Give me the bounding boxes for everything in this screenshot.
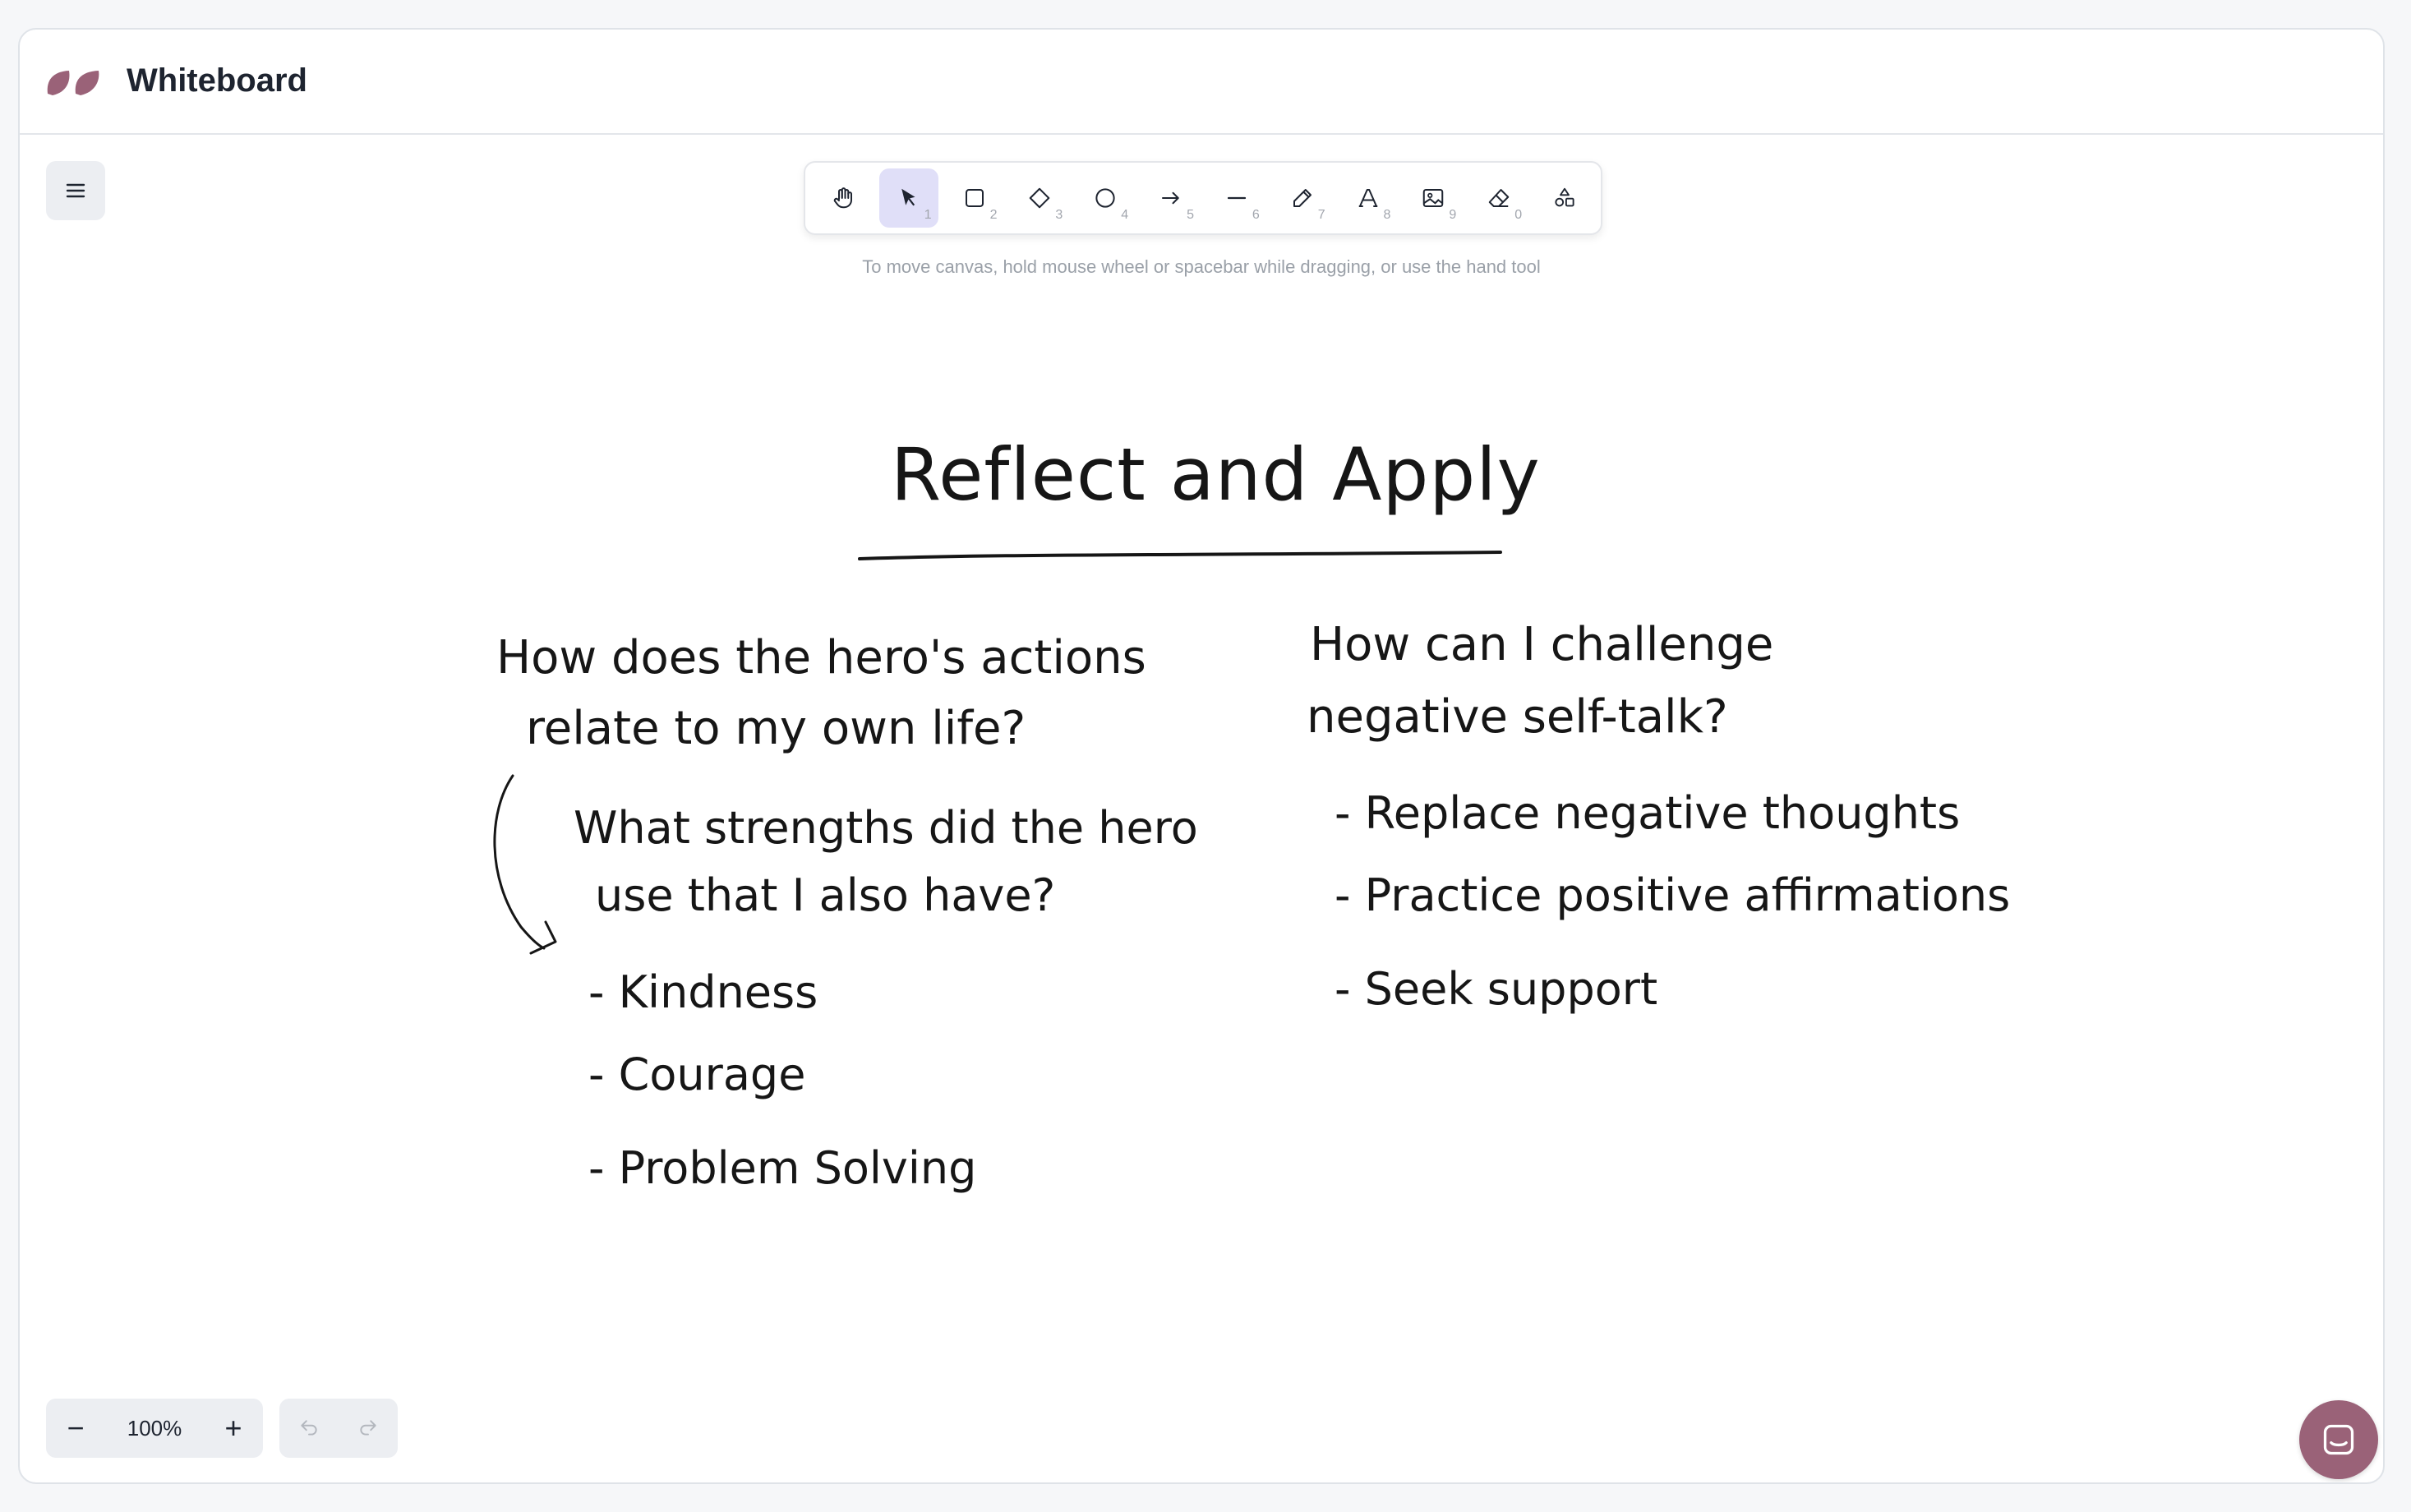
tool-diamond[interactable] bbox=[1010, 168, 1069, 228]
tool-line[interactable] bbox=[1207, 168, 1266, 228]
tool-more-shapes[interactable] bbox=[1535, 168, 1594, 228]
arrow-head bbox=[531, 922, 555, 953]
tool-image[interactable] bbox=[1404, 168, 1463, 228]
zoom-level[interactable]: 100% bbox=[127, 1415, 182, 1441]
shortcut-label: 7 bbox=[1317, 208, 1325, 222]
right-item-seek: - Seek support bbox=[1335, 963, 1658, 1015]
diamond-icon bbox=[1027, 186, 1052, 210]
undo-button[interactable] bbox=[284, 1404, 334, 1453]
canvas-hint: To move canvas, hold mouse wheel or spacebar while dragging, or use the hand tool bbox=[862, 256, 1541, 277]
app-window bbox=[18, 28, 2385, 1484]
tool-ellipse[interactable] bbox=[1076, 168, 1135, 228]
app-header bbox=[20, 30, 2383, 135]
arrow-right-icon bbox=[1159, 186, 1183, 210]
left-sub-line1: What strengths did the hero bbox=[574, 802, 1198, 854]
tool-arrow[interactable] bbox=[1141, 168, 1201, 228]
shortcut-label: 6 bbox=[1252, 208, 1260, 222]
curved-arrow bbox=[495, 776, 544, 948]
shortcut-label: 9 bbox=[1449, 208, 1457, 222]
zoom-controls bbox=[46, 1399, 263, 1458]
redo-button[interactable] bbox=[343, 1404, 393, 1453]
app-title: Whiteboard bbox=[127, 62, 307, 99]
logo-icon bbox=[44, 69, 102, 97]
left-item-kindness: - Kindness bbox=[588, 966, 818, 1018]
pointer-icon bbox=[897, 186, 921, 210]
tool-eraser[interactable] bbox=[1469, 168, 1528, 228]
tool-selection[interactable] bbox=[879, 168, 938, 228]
shapes-icon bbox=[1552, 186, 1577, 210]
shortcut-label: 3 bbox=[1055, 208, 1063, 222]
pencil-icon bbox=[1290, 186, 1315, 210]
board-title: Reflect and Apply bbox=[891, 432, 1541, 517]
right-question-line1: How can I challenge bbox=[1310, 618, 1774, 671]
left-question-line1: How does the hero's actions bbox=[496, 631, 1146, 685]
chat-button[interactable] bbox=[2299, 1400, 2378, 1479]
shortcut-label: 2 bbox=[989, 208, 998, 222]
line-icon bbox=[1224, 186, 1249, 210]
shortcut-label: 1 bbox=[924, 208, 932, 222]
square-icon bbox=[962, 186, 987, 210]
history-controls bbox=[279, 1399, 398, 1458]
left-question-line2: relate to my own life? bbox=[526, 702, 1026, 755]
zoom-out-button[interactable]: − bbox=[67, 1411, 85, 1445]
tool-rectangle[interactable] bbox=[945, 168, 1004, 228]
right-question-line2: negative self-talk? bbox=[1307, 690, 1728, 744]
shortcut-label: 8 bbox=[1383, 208, 1391, 222]
tool-text[interactable] bbox=[1339, 168, 1398, 228]
left-sub-line2: use that I also have? bbox=[595, 869, 1056, 921]
whiteboard-drawing[interactable] bbox=[431, 385, 2011, 1256]
undo-icon bbox=[298, 1418, 320, 1439]
redo-icon bbox=[357, 1418, 379, 1439]
tool-draw[interactable] bbox=[1273, 168, 1332, 228]
shortcut-label: 0 bbox=[1514, 208, 1523, 222]
circle-icon bbox=[1093, 186, 1118, 210]
chat-icon bbox=[2321, 1422, 2357, 1458]
hamburger-icon bbox=[64, 179, 87, 202]
text-icon bbox=[1356, 186, 1381, 210]
shape-toolbar bbox=[804, 161, 1602, 235]
left-item-courage: - Courage bbox=[588, 1049, 806, 1100]
right-item-practice: - Practice positive affirmations bbox=[1335, 869, 2011, 921]
zoom-in-button[interactable]: + bbox=[224, 1411, 242, 1445]
image-icon bbox=[1421, 186, 1445, 210]
right-item-replace: - Replace negative thoughts bbox=[1335, 787, 1961, 839]
main-menu-button[interactable] bbox=[46, 161, 105, 220]
hand-icon bbox=[831, 186, 855, 210]
shortcut-label: 5 bbox=[1187, 208, 1194, 222]
tool-hand[interactable] bbox=[814, 168, 873, 228]
left-item-problem-solving: - Problem Solving bbox=[588, 1142, 977, 1194]
eraser-icon bbox=[1487, 186, 1511, 210]
shortcut-label: 4 bbox=[1121, 208, 1129, 222]
